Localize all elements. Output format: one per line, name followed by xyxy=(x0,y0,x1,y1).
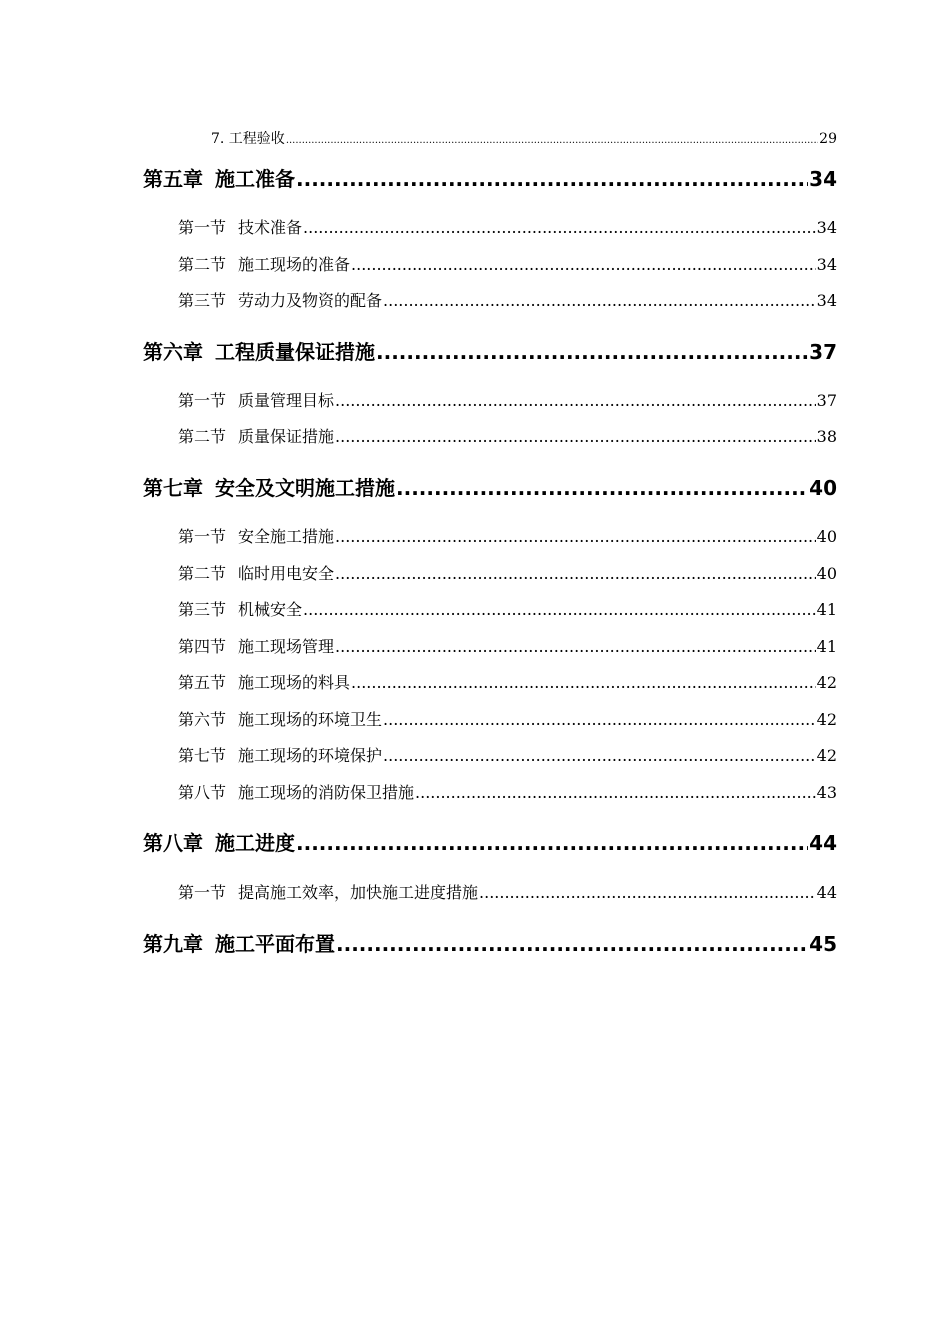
section-number: 第五节 xyxy=(178,673,227,692)
section-title: 技术准备 xyxy=(238,218,303,237)
toc-section-5-3[interactable] xyxy=(178,288,837,311)
toc-page-number: 45 xyxy=(809,932,837,956)
chapter-title: 施工平面布置 xyxy=(215,932,335,956)
chapter-title: 工程质量保证措施 xyxy=(215,340,375,364)
section-number: 第三节 xyxy=(178,291,227,310)
toc-page-number: 42 xyxy=(816,673,837,692)
section-title: 质量保证措施 xyxy=(238,427,335,446)
toc-chapter-7[interactable] xyxy=(143,472,837,501)
toc-page-number: 41 xyxy=(816,600,837,619)
toc-chapter-8[interactable] xyxy=(143,827,837,856)
section-title: 施工现场的环境卫生 xyxy=(238,710,383,729)
toc-page-number: 34 xyxy=(809,167,837,191)
dot-leader xyxy=(479,883,816,902)
dot-leader xyxy=(396,476,808,500)
section-title: 劳动力及物资的配备 xyxy=(238,291,383,310)
toc-page-number: 34 xyxy=(816,291,837,310)
section-number: 第一节 xyxy=(178,527,227,546)
toc-section-7-1[interactable] xyxy=(178,524,837,547)
toc-page-number: 44 xyxy=(809,831,837,855)
toc-page-number: 43 xyxy=(816,783,837,802)
chapter-title: 施工进度 xyxy=(215,831,295,855)
section-title: 施工现场管理 xyxy=(238,637,335,656)
dot-leader xyxy=(335,391,816,410)
section-number: 第二节 xyxy=(178,255,227,274)
section-number: 第一节 xyxy=(178,883,227,902)
section-number: 第一节 xyxy=(178,218,227,237)
toc-section-7-7[interactable] xyxy=(178,743,837,766)
dot-leader xyxy=(296,831,808,855)
chapter-number: 第八章 xyxy=(143,831,203,855)
chapter-number: 第九章 xyxy=(143,932,203,956)
dot-leader xyxy=(383,291,816,310)
chapter-title: 施工准备 xyxy=(215,167,295,191)
toc-page-number: 37 xyxy=(816,391,837,410)
section-title: 机械安全 xyxy=(238,600,303,619)
section-title: 施工现场的消防保卫措施 xyxy=(238,783,415,802)
dot-leader xyxy=(335,527,816,546)
toc-page-number: 40 xyxy=(816,564,837,583)
toc-section-7-4[interactable] xyxy=(178,634,837,657)
dot-leader xyxy=(383,746,816,765)
dot-leader xyxy=(335,427,816,446)
section-title: 质量管理目标 xyxy=(238,391,335,410)
section-title: 提高施工效率，加快施工进度措施 xyxy=(238,883,479,902)
dot-leader xyxy=(303,600,816,619)
section-number: 第三节 xyxy=(178,600,227,619)
toc-page-number: 29 xyxy=(819,131,837,147)
dot-leader xyxy=(351,673,816,692)
dot-leader xyxy=(383,710,816,729)
toc-section-7-3[interactable] xyxy=(178,597,837,620)
section-title: 安全施工措施 xyxy=(238,527,335,546)
toc-chapter-5[interactable] xyxy=(143,163,837,192)
section-number: 第四节 xyxy=(178,637,227,656)
section-number: 第二节 xyxy=(178,564,227,583)
dot-leader xyxy=(415,783,816,802)
dot-leader xyxy=(376,340,808,364)
section-number: 第二节 xyxy=(178,427,227,446)
dot-leader xyxy=(351,255,816,274)
toc-page-number: 42 xyxy=(816,710,837,729)
toc-page-number: 40 xyxy=(809,476,837,500)
toc-page-number: 37 xyxy=(809,340,837,364)
section-number: 第六节 xyxy=(178,710,227,729)
toc-page-number: 34 xyxy=(816,255,837,274)
dot-leader xyxy=(296,167,808,191)
toc-section-6-2[interactable] xyxy=(178,424,837,447)
chapter-number: 第五章 xyxy=(143,167,203,191)
toc-page-number: 44 xyxy=(816,883,837,902)
toc-chapter-6[interactable] xyxy=(143,336,837,365)
section-number: 第七节 xyxy=(178,746,227,765)
dot-leader xyxy=(303,218,816,237)
toc-page-number: 40 xyxy=(816,527,837,546)
toc-page-number: 42 xyxy=(816,746,837,765)
dot-leader xyxy=(336,932,808,956)
section-title: 施工现场的环境保护 xyxy=(238,746,383,765)
section-title: 施工现场的准备 xyxy=(238,255,351,274)
toc-page-number: 41 xyxy=(816,637,837,656)
dot-leader xyxy=(335,637,816,656)
toc-subitem-acceptance[interactable] xyxy=(211,128,837,148)
toc-section-5-1[interactable] xyxy=(178,215,837,238)
chapter-number: 第七章 xyxy=(143,476,203,500)
section-number: 第一节 xyxy=(178,391,227,410)
toc-page-number: 34 xyxy=(816,218,837,237)
toc-section-7-2[interactable] xyxy=(178,561,837,584)
chapter-number: 第六章 xyxy=(143,340,203,364)
toc-page-number: 38 xyxy=(816,427,837,446)
toc-chapter-9[interactable] xyxy=(143,928,837,957)
toc-section-7-8[interactable] xyxy=(178,780,837,803)
dot-leader xyxy=(335,564,816,583)
toc-section-6-1[interactable] xyxy=(178,388,837,411)
toc-section-7-5[interactable] xyxy=(178,670,837,693)
chapter-title: 安全及文明施工措施 xyxy=(215,476,395,500)
section-title: 施工现场的料具 xyxy=(238,673,351,692)
toc-entry-title: 7. 工程验收 xyxy=(211,131,285,147)
toc-section-5-2[interactable] xyxy=(178,252,837,275)
section-title: 临时用电安全 xyxy=(238,564,335,583)
dot-leader xyxy=(286,135,818,146)
toc-section-7-6[interactable] xyxy=(178,707,837,730)
section-number: 第八节 xyxy=(178,783,227,802)
toc-section-8-1[interactable] xyxy=(178,880,837,903)
